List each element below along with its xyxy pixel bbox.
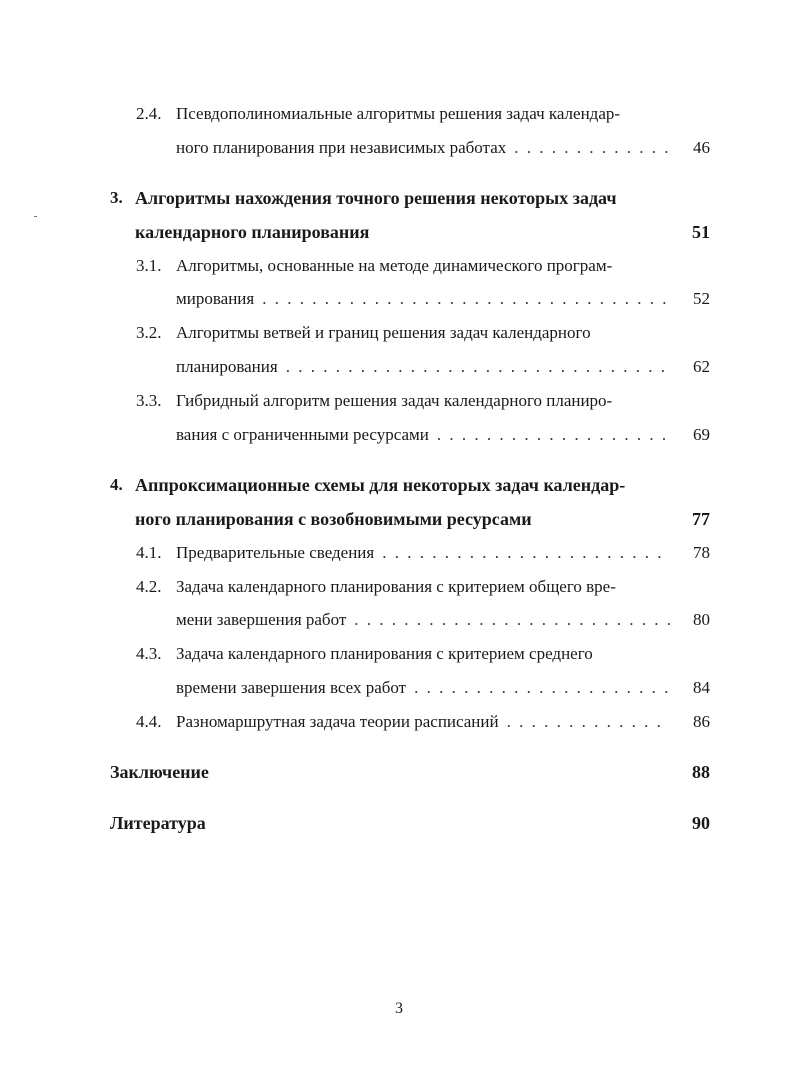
- leader-dots: [429, 424, 670, 446]
- section-4-1-number: 4.1.: [136, 543, 162, 562]
- conclusion-title: Заключение: [110, 762, 209, 782]
- section-4-2-title-line1: Задача календарного планирования с критерием общего вре-: [176, 577, 616, 596]
- section-4-1-title: [176, 542, 670, 564]
- section-3-1-title-line2-text: мирования: [176, 289, 255, 308]
- leader-dots: [374, 542, 670, 564]
- section-2-4-number: 2.4.: [136, 104, 162, 123]
- section-3-3-title-line2: [176, 424, 670, 446]
- section-4-2-number: 4.2.: [136, 577, 162, 596]
- chapter-4-number: 4.: [110, 475, 123, 494]
- page-number: 3: [395, 1000, 403, 1017]
- leader-dots: [406, 677, 670, 699]
- section-3-3-title-line1: Гибридный алгоритм решения задач календарного планиро-: [176, 391, 613, 410]
- section-2-4-page: 46: [693, 138, 710, 157]
- section-4-3-number: 4.3.: [136, 644, 162, 663]
- section-4-2-title-line2-text: мени завершения работ: [176, 610, 347, 629]
- chapter-3-number: 3.: [110, 188, 123, 207]
- literature-page: 90: [692, 813, 710, 833]
- section-4-2-title-line2: [176, 609, 670, 631]
- section-4-3-title-line2-text: времени завершения всех работ: [176, 678, 407, 697]
- chapter-4-title-line2: ного планирования с возобновимыми ресурсами: [135, 509, 532, 529]
- section-4-4-number: 4.4.: [136, 712, 162, 731]
- section-3-1-title-line1: Алгоритмы, основанные на методе динамического програм-: [176, 256, 613, 275]
- leader-dots: [506, 137, 670, 159]
- section-3-3-title-line2-text: вания с ограниченными ресурсами: [176, 425, 429, 444]
- scan-artifact: [34, 216, 37, 217]
- chapter-3-title-line2: календарного планирования: [135, 222, 370, 242]
- section-4-2-page: 80: [693, 610, 710, 629]
- section-3-3-page: 69: [693, 425, 710, 444]
- section-4-1-page: 78: [693, 543, 710, 562]
- leader-dots: [346, 609, 670, 631]
- section-4-4-page: 86: [693, 712, 710, 731]
- section-3-1-title-line2: [176, 288, 670, 310]
- section-2-4-title-line1: Псевдополиномиальные алгоритмы решения задач календар-: [176, 104, 621, 123]
- section-3-2-title-line2-text: планирования: [176, 357, 278, 376]
- section-3-2-page: 62: [693, 357, 710, 376]
- section-3-1-number: 3.1.: [136, 256, 162, 275]
- section-3-1-page: 52: [693, 289, 710, 308]
- section-3-2-title-line1: Алгоритмы ветвей и границ решения задач календарного: [176, 323, 591, 342]
- section-4-1-title-text: Предварительные сведения: [176, 543, 375, 562]
- section-4-3-page: 84: [693, 678, 710, 697]
- section-3-2-title-line2: [176, 356, 670, 378]
- chapter-3-page: 51: [692, 222, 710, 242]
- section-2-4-title-line2: [176, 137, 670, 159]
- literature-title: Литература: [110, 813, 206, 833]
- chapter-3-title-line1: Алгоритмы нахождения точного решения некоторых задач: [135, 188, 617, 208]
- section-3-3-number: 3.3.: [136, 391, 162, 410]
- conclusion-page: 88: [692, 762, 710, 782]
- chapter-4-page: 77: [692, 509, 710, 529]
- leader-dots: [278, 356, 670, 378]
- section-2-4-title-line2-text: ного планирования при независимых работах: [176, 138, 507, 157]
- section-4-4-title: [176, 711, 670, 733]
- section-4-3-title-line1: Задача календарного планирования с критерием среднего: [176, 644, 593, 663]
- leader-dots: [499, 711, 670, 733]
- section-4-4-title-text: Разномаршрутная задача теории расписаний: [176, 712, 499, 731]
- chapter-4-title-line1: Аппроксимационные схемы для некоторых задач календар-: [135, 475, 626, 495]
- section-3-2-number: 3.2.: [136, 323, 162, 342]
- leader-dots: [254, 288, 670, 310]
- section-4-3-title-line2: [176, 677, 670, 699]
